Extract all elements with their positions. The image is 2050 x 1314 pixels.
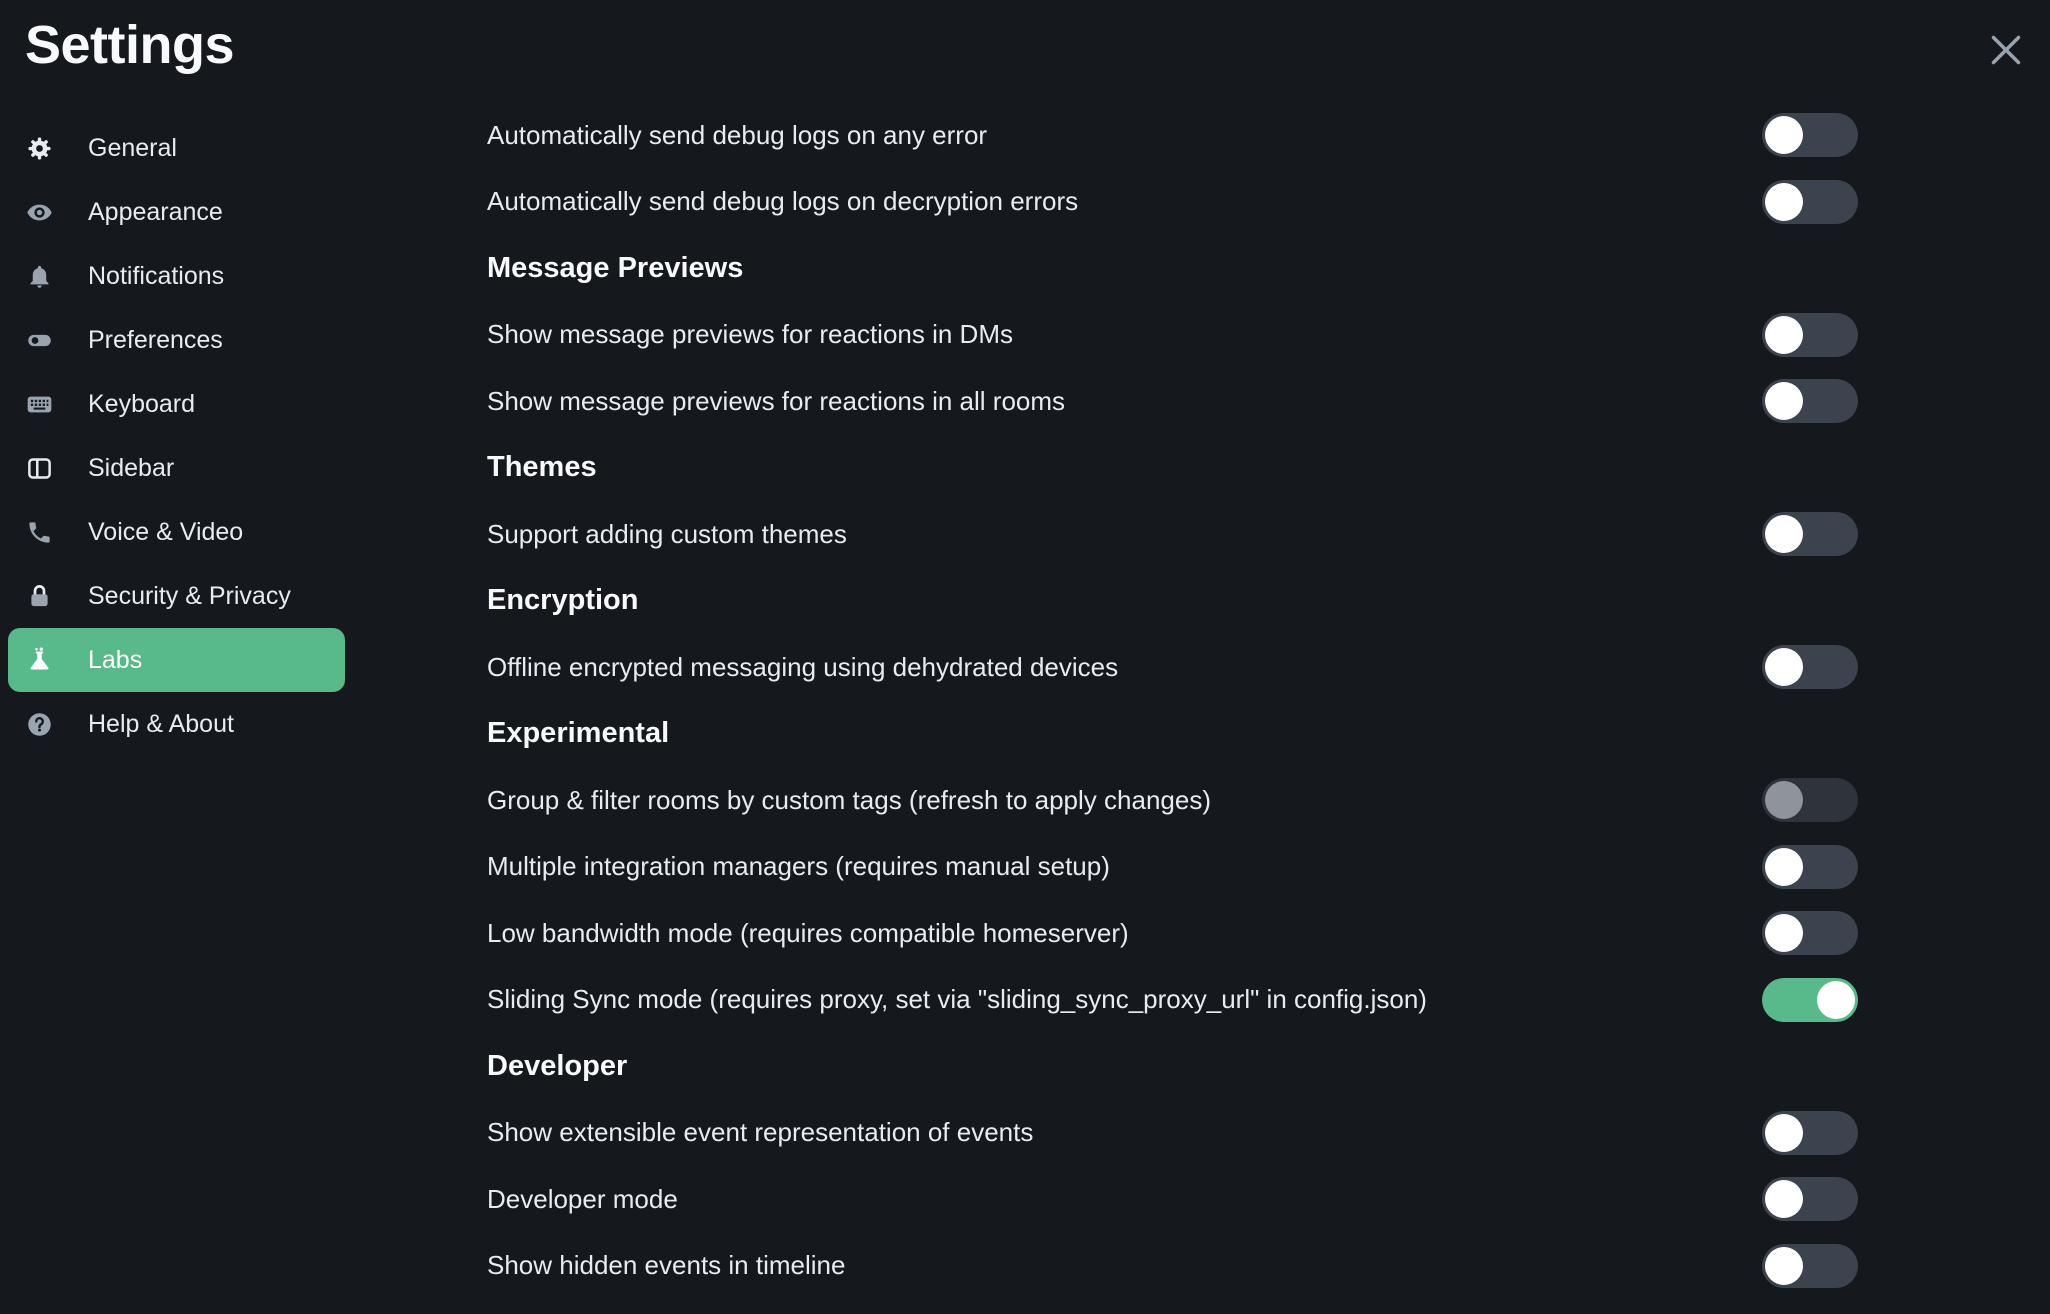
toggle-knob: [1765, 848, 1803, 886]
setting-label: Developer mode: [487, 1183, 678, 1214]
bell-icon: [26, 263, 53, 290]
keyboard-icon: [26, 391, 53, 418]
section-heading: Experimental: [487, 717, 670, 750]
toggle-knob: [1765, 781, 1803, 819]
toggle-knob: [1765, 914, 1803, 952]
sidebar-item-label: Security & Privacy: [88, 581, 291, 610]
setting-row: [487, 102, 1858, 169]
section-heading-row: [487, 235, 1858, 302]
section-heading-row: [487, 701, 1858, 768]
eye-icon: [26, 199, 53, 226]
sidebar-item-label: Keyboard: [88, 389, 196, 418]
sidebar-item-appearance[interactable]: [8, 180, 345, 244]
sidebar-item-label: General: [88, 133, 177, 162]
page-title: Settings: [25, 15, 235, 75]
toggle-switch: [1762, 778, 1858, 822]
setting-row: [487, 501, 1858, 568]
setting-row: [487, 1100, 1858, 1167]
section-heading: Message Previews: [487, 251, 744, 284]
setting-row: [487, 169, 1858, 236]
setting-label: Offline encrypted messaging using dehydrated devices: [487, 651, 1119, 682]
sidebar-item-voice-video[interactable]: [8, 500, 345, 564]
toggle-knob: [1765, 316, 1803, 354]
sidebar-item-preferences[interactable]: [8, 308, 345, 372]
toggle-knob: [1765, 515, 1803, 553]
setting-row: [487, 1233, 1858, 1300]
toggle-knob: [1765, 1180, 1803, 1218]
setting-label: Low bandwidth mode (requires compatible homeserver): [487, 917, 1129, 948]
sidebar-item-security-privacy[interactable]: [8, 564, 345, 628]
sidebar-item-keyboard[interactable]: [8, 372, 345, 436]
toggle-knob: [1765, 1247, 1803, 1285]
toggle-switch[interactable]: [1762, 911, 1858, 955]
sidebar-item-general[interactable]: [8, 116, 345, 180]
setting-label: Show extensible event representation of events: [487, 1117, 1034, 1148]
setting-label: Multiple integration managers (requires manual setup): [487, 851, 1110, 882]
setting-label: Support adding custom themes: [487, 518, 847, 549]
toggle-switch[interactable]: [1762, 1111, 1858, 1155]
setting-label: Show hidden events in timeline: [487, 1250, 846, 1281]
flask-icon: [26, 647, 53, 674]
setting-label: Sliding Sync mode (requires proxy, set via "sliding_sync_proxy_url" in config.json): [487, 984, 1427, 1015]
toggle-switch[interactable]: [1762, 180, 1858, 224]
setting-label: Show message previews for reactions in all rooms: [487, 385, 1066, 416]
sidebar-item-label: Appearance: [88, 197, 223, 226]
setting-label: Show message previews for reactions in DMs: [487, 319, 1013, 350]
settings-content: [487, 102, 1858, 1299]
setting-row: [487, 834, 1858, 901]
toggle-icon: [26, 327, 53, 354]
setting-row: [487, 634, 1858, 701]
section-heading-row: [487, 435, 1858, 502]
toggle-switch[interactable]: [1762, 313, 1858, 357]
toggle-switch[interactable]: [1762, 1244, 1858, 1288]
sidebar-icon: [26, 455, 53, 482]
help-icon: [26, 711, 53, 738]
toggle-switch[interactable]: [1762, 1177, 1858, 1221]
section-heading-row: [487, 1033, 1858, 1100]
toggle-knob: [1765, 183, 1803, 221]
toggle-switch[interactable]: [1762, 512, 1858, 556]
toggle-switch[interactable]: [1762, 845, 1858, 889]
setting-row: [487, 368, 1858, 435]
sidebar-item-labs[interactable]: [8, 628, 345, 692]
close-icon: [1986, 30, 2026, 70]
sidebar-item-label: Help & About: [88, 709, 234, 738]
lock-icon: [26, 583, 53, 610]
section-heading: Encryption: [487, 584, 639, 617]
toggle-knob: [1765, 648, 1803, 686]
setting-row: [487, 900, 1858, 967]
close-button[interactable]: [1986, 30, 2026, 70]
setting-label: Automatically send debug logs on decryption errors: [487, 186, 1079, 217]
section-heading-row: [487, 568, 1858, 635]
phone-icon: [26, 519, 53, 546]
sidebar-item-label: Voice & Video: [88, 517, 244, 546]
setting-label: Automatically send debug logs on any error: [487, 119, 988, 150]
sidebar-item-sidebar[interactable]: [8, 436, 345, 500]
toggle-knob: [1765, 382, 1803, 420]
section-heading: Developer: [487, 1049, 628, 1082]
setting-row: [487, 1166, 1858, 1233]
sidebar-item-label: Sidebar: [88, 453, 175, 482]
sidebar-item-help-about[interactable]: [8, 692, 345, 756]
gear-icon: [26, 135, 53, 162]
sidebar-item-label: Labs: [88, 645, 143, 674]
toggle-knob: [1765, 116, 1803, 154]
section-heading: Themes: [487, 451, 597, 484]
sidebar-item-label: Notifications: [88, 261, 225, 290]
toggle-knob: [1765, 1114, 1803, 1152]
settings-sidebar: [0, 116, 440, 756]
setting-row: [487, 302, 1858, 369]
setting-label: Group & filter rooms by custom tags (refresh to apply changes): [487, 784, 1211, 815]
toggle-switch[interactable]: [1762, 645, 1858, 689]
toggle-switch[interactable]: [1762, 379, 1858, 423]
sidebar-item-notifications[interactable]: [8, 244, 345, 308]
toggle-switch[interactable]: [1762, 113, 1858, 157]
sidebar-item-label: Preferences: [88, 325, 223, 354]
toggle-knob: [1817, 981, 1855, 1019]
setting-row: [487, 767, 1858, 834]
setting-row: [487, 967, 1858, 1034]
toggle-switch[interactable]: [1762, 978, 1858, 1022]
